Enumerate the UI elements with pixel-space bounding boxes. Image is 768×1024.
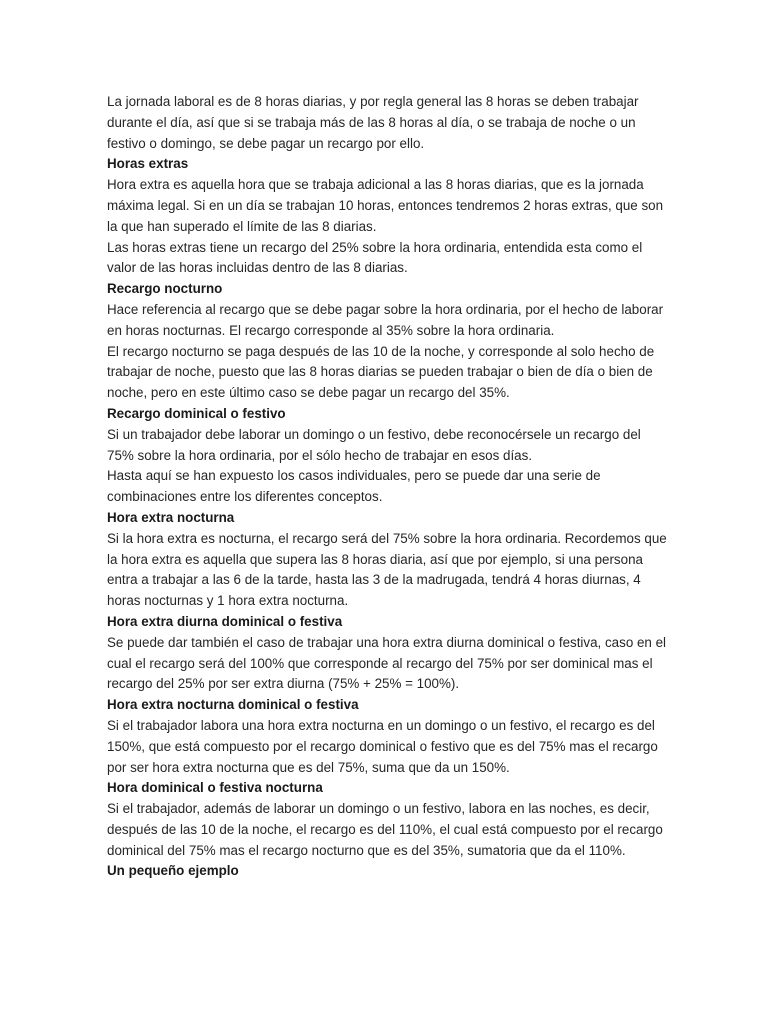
paragraph: Se puede dar también el caso de trabajar una hora extra diurna dominical o festiva, caso en el cual el recargo será del 100% que corresponde al recargo del 75% por ser dominical mas el recargo del 25% por ser extra diurna (75% + 25% = 100%). (107, 634, 667, 692)
heading-recargo-dominical: Recargo dominical o festivo (107, 405, 286, 421)
heading-hora-extra-nocturna-dominical: Hora extra nocturna dominical o festiva (107, 697, 359, 713)
paragraph: Las horas extras tiene un recargo del 25% sobre la hora ordinaria, entendida esta como el valor de las horas incluidas dentro de las 8 diarias. (107, 239, 643, 276)
heading-hora-extra-diurna-dominical: Hora extra diurna dominical o festiva (107, 613, 343, 629)
paragraph: Si un trabajador debe laborar un domingo o un festivo, debe reconocérsele un recargo del 75% sobre la hora ordinaria, por el sólo hecho de trabajar en esos días. (107, 426, 641, 463)
paragraph: Si el trabajador, además de laborar un domingo o un festivo, labora en las noches, es decir, después de las 10 de la noche, el recargo es del 110%, el cual está compuesto por el recargo dominical del 75% mas el recargo nocturno que es del 35%, sumatoria que da el 110%. (107, 801, 663, 858)
heading-horas-extras: Horas extras (107, 156, 189, 172)
paragraph: Hora extra es aquella hora que se trabaja adicional a las 8 horas diarias, que es la jornada máxima legal. Si en un día se trabajan 10 horas, entonces tendremos 2 horas extras, que son la que han superado el límite de las 8 diarias. (107, 177, 664, 234)
paragraph: Hace referencia al recargo que se debe pagar sobre la hora ordinaria, por el hecho de laborar en horas nocturnas. El recargo corresponde al 35% sobre la hora ordinaria. (107, 301, 664, 338)
document-body (107, 92, 667, 882)
heading-un-pequeno-ejemplo: Un pequeño ejemplo (107, 863, 239, 879)
paragraph: Hasta aquí se han expuesto los casos individuales, pero se puede dar una serie de combinaciones entre los diferentes conceptos. (107, 468, 601, 505)
heading-hora-dominical-nocturna: Hora dominical o festiva nocturna (107, 780, 323, 796)
heading-recargo-nocturno: Recargo nocturno (107, 281, 223, 297)
paragraph: Si la hora extra es nocturna, el recargo será del 75% sobre la hora ordinaria. Recordemos que la hora extra es aquella que supera las 8 horas diaria, así que por ejemplo, si una persona entra a trabajar a las 6 de la tarde, hasta las 3 de la madrugada, tendrá 4 horas diurnas, 4 horas nocturnas y 1 hora extra nocturna. (107, 530, 667, 609)
paragraph: Si el trabajador labora una hora extra nocturna en un domingo o un festivo, el recargo es del 150%, que está compuesto por el recargo dominical o festivo que es del 75% mas el recargo por ser hora extra nocturna que es del 75%, suma que da un 150%. (107, 717, 658, 775)
intro-paragraph: La jornada laboral es de 8 horas diarias, y por regla general las 8 horas se deben trabajar durante el día, así que si se trabaja más de las 8 horas al día, o se trabaja de noche o un festivo o domingo, se debe pagar un recargo por ello. (107, 94, 639, 151)
paragraph: El recargo nocturno se paga después de las 10 de la noche, y corresponde al solo hecho de trabajar de noche, puesto que las 8 horas diarias se pueden trabajar o bien de día o bien de noche, pero en este último caso se debe pagar un recargo del 35%. (107, 343, 655, 401)
heading-hora-extra-nocturna: Hora extra nocturna (107, 509, 235, 525)
